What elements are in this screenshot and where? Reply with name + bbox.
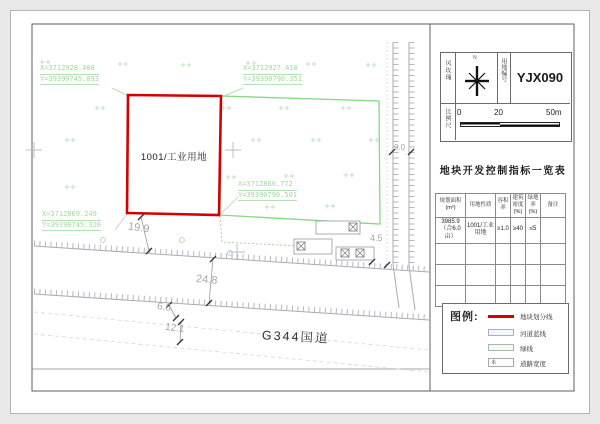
coord-x: X=3712928.408 (40, 64, 99, 75)
dim-4-5: 4.5 (370, 233, 383, 243)
legend-green-line-swatch (488, 344, 514, 351)
dim-19-9: 19.9 (127, 220, 151, 236)
coord-y: Y=39390745.326 (42, 221, 101, 232)
road-edges-g344 (34, 243, 429, 372)
area-value: 3985.9 (441, 218, 460, 225)
cell-area (436, 217, 466, 243)
legend-item-road-width: 道路宽度 (520, 361, 546, 368)
cell-green: ≤5 (526, 217, 541, 243)
dim-9-0: 9.0 (394, 143, 406, 152)
col-header-far: 容积率 (496, 194, 511, 218)
col-header-use: 用地性质 (466, 194, 496, 218)
coord-y: Y=39390745.893 (40, 75, 99, 86)
col-header-area: 规划面积(m²) (436, 194, 466, 218)
coord-y: Y=39390790.351 (243, 75, 302, 86)
col-header-green: 绿地率(%) (526, 194, 541, 218)
legend-red-line-swatch (488, 315, 514, 318)
meter-char: 米 (491, 360, 497, 366)
legend-item-red-line: 地块划分线 (520, 314, 553, 321)
table-title: 地块开发控制指标一览表 (439, 166, 567, 177)
col-header-density: 建筑密度(%) (511, 194, 526, 218)
legend-blue-line-swatch (488, 329, 514, 336)
dim-24-8: 24.8 (195, 273, 218, 287)
scale-tick-50m: 50m (546, 108, 562, 117)
coord-label-sw (42, 210, 101, 231)
legend-item-green-line: 绿线 (520, 346, 533, 353)
dim-6-6: 6.6 (156, 301, 172, 314)
cell-density: ≥40 (511, 217, 526, 243)
col-header-note: 备注 (541, 194, 566, 218)
area-mu: （合6.0亩） (440, 226, 461, 241)
plot-number-value: YJX090 (516, 70, 564, 85)
scale-label: 比例尺 (444, 108, 450, 129)
parcel-label: 1001/工业用地 (140, 152, 208, 163)
cell-use: 1001/工业用地 (466, 217, 496, 243)
north-label: N (473, 55, 477, 61)
legend-title: 图例: (450, 311, 479, 323)
scale-tick-0: 0 (457, 108, 462, 117)
coord-y: Y=39390790.501 (238, 191, 297, 202)
wind-rose-label: 风玫瑰 (444, 60, 450, 81)
legend-item-river-blue-line: 河道蓝线 (520, 331, 546, 338)
coord-x: X=3712927.410 (243, 64, 302, 75)
coord-x: X=3712866.772 (238, 180, 297, 191)
road-name-label: G344国道 (261, 328, 330, 346)
coord-label-nw (40, 64, 99, 85)
building-footprints (294, 221, 374, 260)
coord-label-mid (238, 180, 297, 201)
spec-table (435, 193, 566, 307)
wind-rose-icon (463, 62, 491, 100)
coord-label-n (243, 64, 302, 85)
scale-tick-20: 20 (494, 108, 503, 117)
legend-road-width-swatch (488, 358, 514, 367)
plot-number-label: 用地编号 (499, 58, 506, 82)
cell-note (541, 217, 566, 243)
scale-bar (460, 122, 560, 127)
dim-12-1: 12.1 (164, 321, 186, 336)
title-block (440, 52, 572, 142)
cell-far: ≥1.0 (496, 217, 511, 243)
coord-x: X=3712869.249 (42, 210, 101, 221)
